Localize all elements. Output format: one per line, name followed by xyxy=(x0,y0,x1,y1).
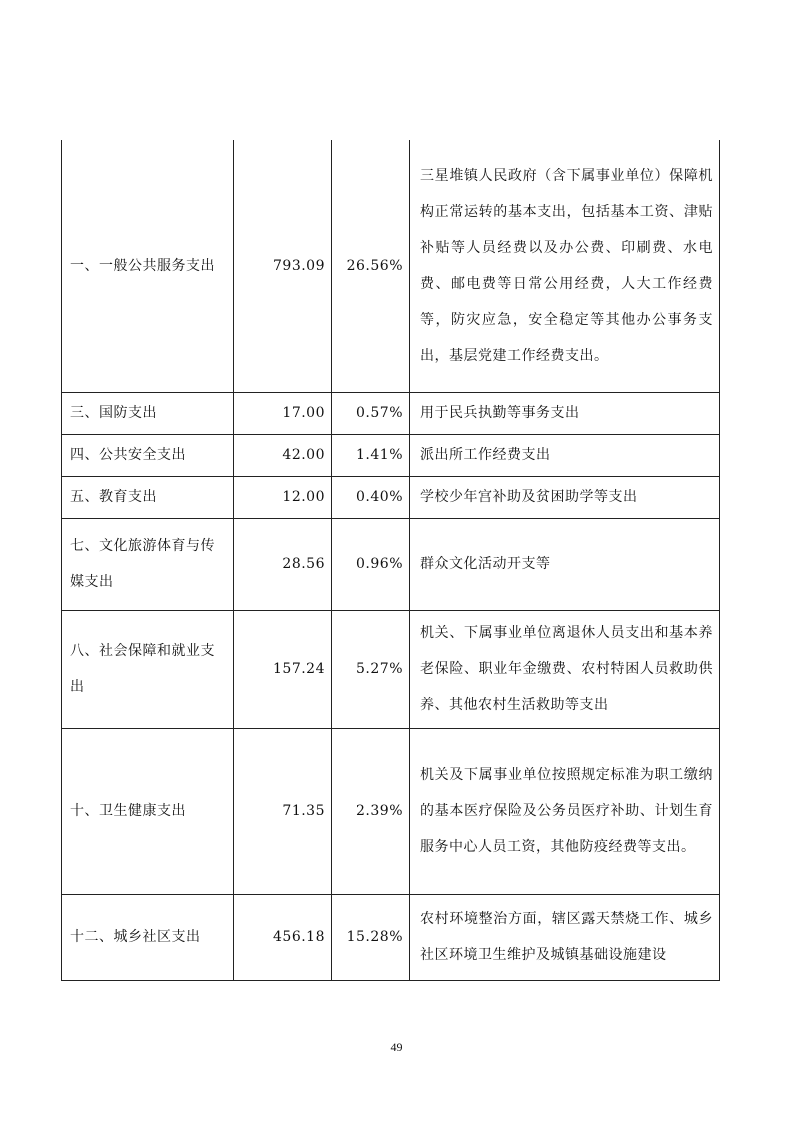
row-description: 三星堆镇人民政府（含下属事业单位）保障机构正常运转的基本支出，包括基本工资、津贴补贴等人员经费以及办公费、印刷费、水电费、邮电费等日常公用经费，人大工作经费等，防灾应急，安全稳定等其他办公事务支出，基层党建工作经费支出。 xyxy=(410,140,720,392)
table-row xyxy=(62,476,720,518)
row-amount: 28.56 xyxy=(234,518,332,610)
expenditure-table xyxy=(61,140,720,981)
row-description: 用于民兵执勤等事务支出 xyxy=(410,392,720,434)
table-row xyxy=(62,610,720,728)
row-percent: 5.27% xyxy=(332,610,410,728)
row-name: 十二、城乡社区支出 xyxy=(62,894,234,980)
row-description: 机关及下属事业单位按照规定标准为职工缴纳的基本医疗保险及公务员医疗补助、计划生育服务中心人员工资，其他防疫经费等支出。 xyxy=(410,728,720,894)
row-name: 五、教育支出 xyxy=(62,476,234,518)
row-name: 三、国防支出 xyxy=(62,392,234,434)
row-description: 农村环境整治方面，辖区露天禁烧工作、城乡社区环境卫生维护及城镇基础设施建设 xyxy=(410,894,720,980)
table-row xyxy=(62,434,720,476)
row-description: 群众文化活动开支等 xyxy=(410,518,720,610)
row-amount: 71.35 xyxy=(234,728,332,894)
row-amount: 157.24 xyxy=(234,610,332,728)
table-row xyxy=(62,392,720,434)
row-description: 机关、下属事业单位离退休人员支出和基本养老保险、职业年金缴费、农村特困人员救助供养、其他农村生活救助等支出 xyxy=(410,610,720,728)
table-row xyxy=(62,140,720,392)
row-amount: 17.00 xyxy=(234,392,332,434)
row-percent: 2.39% xyxy=(332,728,410,894)
row-description: 学校少年宫补助及贫困助学等支出 xyxy=(410,476,720,518)
row-percent: 0.96% xyxy=(332,518,410,610)
table-row xyxy=(62,518,720,610)
row-percent: 0.40% xyxy=(332,476,410,518)
row-amount: 793.09 xyxy=(234,140,332,392)
row-percent: 26.56% xyxy=(332,140,410,392)
row-name: 八、社会保障和就业支出 xyxy=(62,610,234,728)
table-row xyxy=(62,728,720,894)
row-name: 十、卫生健康支出 xyxy=(62,728,234,894)
row-amount: 456.18 xyxy=(234,894,332,980)
row-name: 四、公共安全支出 xyxy=(62,434,234,476)
row-percent: 15.28% xyxy=(332,894,410,980)
row-description: 派出所工作经费支出 xyxy=(410,434,720,476)
table-row xyxy=(62,894,720,980)
row-name: 七、文化旅游体育与传媒支出 xyxy=(62,518,234,610)
row-percent: 1.41% xyxy=(332,434,410,476)
page-number: 49 xyxy=(390,1040,403,1054)
row-percent: 0.57% xyxy=(332,392,410,434)
row-amount: 42.00 xyxy=(234,434,332,476)
row-name: 一、一般公共服务支出 xyxy=(62,140,234,392)
row-amount: 12.00 xyxy=(234,476,332,518)
